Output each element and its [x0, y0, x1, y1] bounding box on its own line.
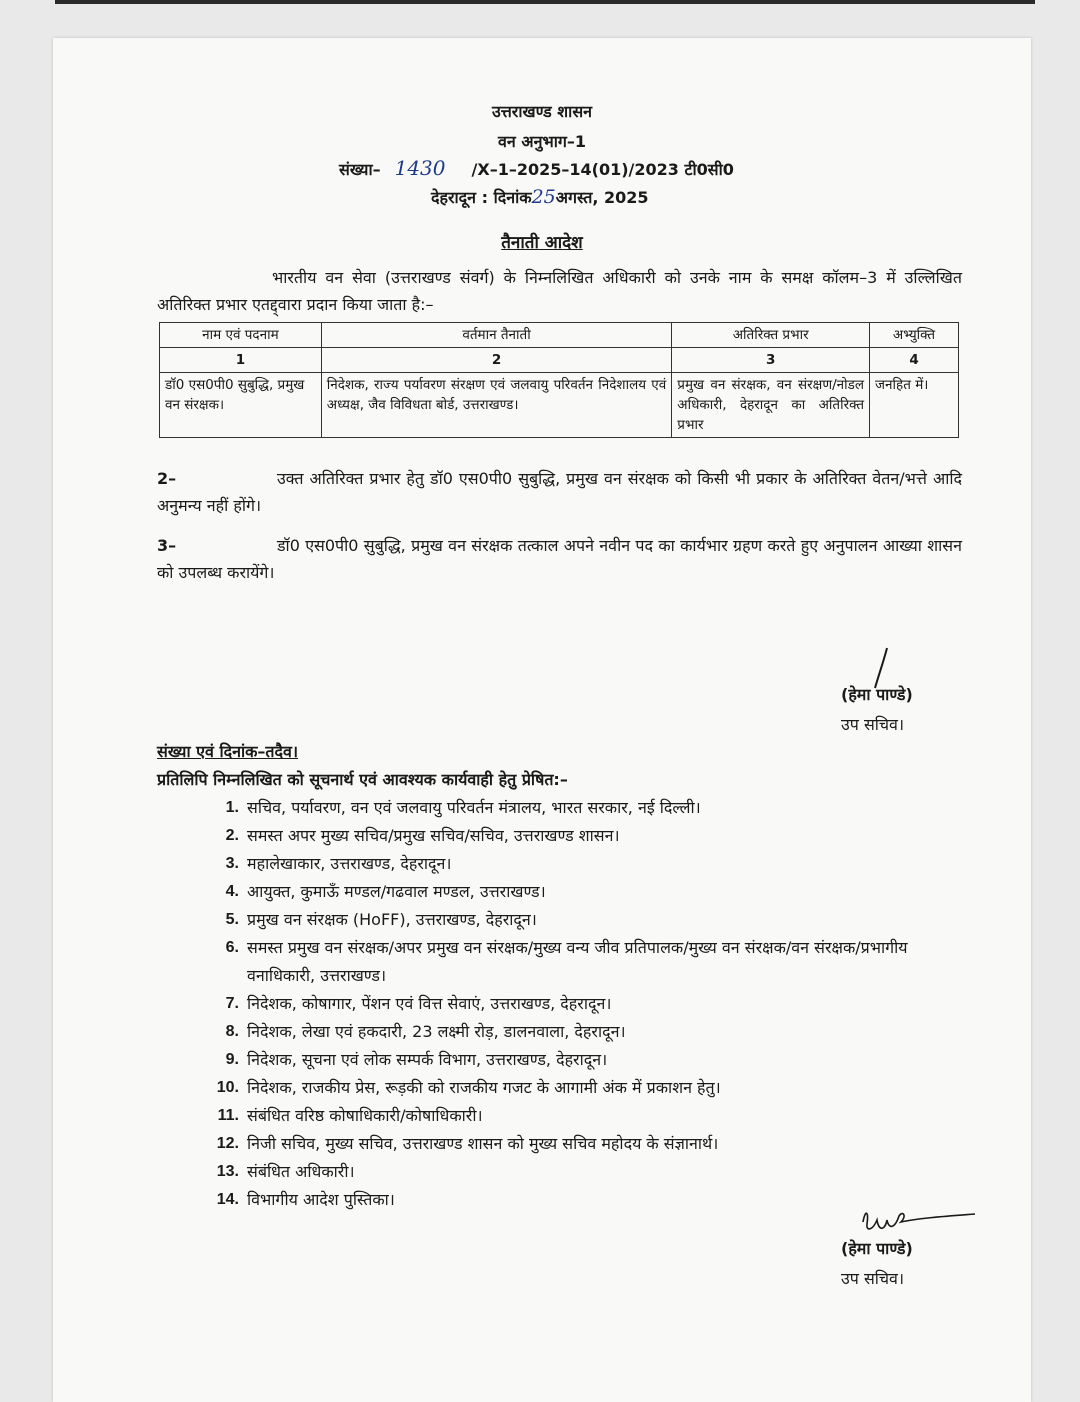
- list-item: 14. विभागीय आदेश पुस्तिका।: [216, 1190, 395, 1209]
- ref-code: /X–1–2025–14(01)/2023 टी0सी0: [471, 160, 734, 179]
- date-rest: अगस्त, 2025: [555, 188, 649, 207]
- copy-recipient-list: [203, 794, 963, 1214]
- order-title: तैनाती आदेश: [501, 233, 583, 253]
- signatory-block-1: [841, 680, 913, 740]
- list-item: 7. निदेशक, कोषागार, पेंशन एवं वित्त सेवाएं, उत्तराखण्ड, देहरादून।: [225, 994, 612, 1013]
- paragraph-text: डॉ0 एस0पी0 सुबुद्धि, प्रमुख वन संरक्षक तत्काल अपने नवीन पद का कार्यभार ग्रहण करते हुए अनुपालन आख्या शासन को उपलब्ध करायेंगे।: [157, 536, 962, 582]
- signatory-designation: उप सचिव।: [841, 715, 905, 734]
- top-edge-bar: [55, 0, 1035, 4]
- handwritten-date-day: 25: [531, 186, 556, 208]
- copy-intro: प्रतिलिपि निम्नलिखित को सूचनार्थ एवं आवश्यक कार्यवाही हेतु प्रेषित:–: [157, 770, 568, 789]
- list-item: 11. संबंधित वरिष्ठ कोषाधिकारी/कोषाधिकारी।: [217, 1106, 483, 1125]
- reference-line: [339, 156, 734, 180]
- table-number-row: [160, 348, 959, 373]
- copy-ref: संख्या एवं दिनांक–तदैव।: [157, 742, 299, 761]
- handwritten-ref-number: 1430: [394, 156, 446, 180]
- remarks-cell: जनहित में।: [870, 373, 959, 438]
- list-item: 3. महालेखाकार, उत्तराखण्ड, देहरादून।: [225, 854, 452, 873]
- paragraph-number: 2–: [157, 469, 177, 488]
- ref-label: संख्या–: [339, 160, 381, 179]
- list-item: 10. निदेशक, राजकीय प्रेस, रूड़की को राजकीय गजट के आगामी अंक में प्रकाशन हेतु।: [216, 1078, 721, 1097]
- list-item: 2. समस्त अपर मुख्य सचिव/प्रमुख सचिव/सचिव, उत्तराखण्ड शासन।: [225, 826, 620, 845]
- additional-charge-cell: प्रमुख वन संरक्षक, वन संरक्षण/नोडल अधिकारी, देहरादून का अतिरिक्त प्रभार: [672, 373, 870, 438]
- list-item: 6. समस्त प्रमुख वन संरक्षक/अपर प्रमुख वन संरक्षक/मुख्य वन्य जीव प्रतिपालक/मुख्य वन संरक्षक/वन संरक्षक/प्रभागीय वनाधिकारी, उत्तराखण्ड।: [225, 938, 908, 985]
- document-page: [53, 38, 1031, 1402]
- date-label: देहरादून : दिनांक: [431, 188, 532, 207]
- section-header: वन अनुभाग–1: [498, 132, 586, 151]
- current-posting-cell: निदेशक, राज्य पर्यावरण संरक्षण एवं जलवायु परिवर्तन निदेशालय एवं अध्यक्ष, जैव विविधता बोर्ड, उत्तराखण्ड।: [321, 373, 671, 438]
- intro-paragraph: भारतीय वन सेवा (उत्तराखण्ड संवर्ग) के निम्नलिखित अधिकारी को उनके नाम के समक्ष कॉलम–3 में उल्लिखित अतिरिक्त प्रभार एतद्द्वारा प्रदान किया जाता है:–: [157, 268, 962, 314]
- paragraph-3: [157, 532, 962, 586]
- list-item: 1. सचिव, पर्यावरण, वन एवं जलवायु परिवर्तन मंत्रालय, भारत सरकार, नई दिल्ली।: [225, 798, 701, 817]
- signatory-designation: उप सचिव।: [841, 1269, 905, 1288]
- signatory-name: (हेमा पाण्डे): [841, 685, 913, 704]
- list-item: 9. निदेशक, सूचना एवं लोक सम्पर्क विभाग, उत्तराखण्ड, देहरादून।: [225, 1050, 608, 1069]
- signatory-block-2: [841, 1234, 913, 1294]
- list-item: 12. निजी सचिव, मुख्य सचिव, उत्तराखण्ड शासन को मुख्य सचिव महोदय के संज्ञानार्थ।: [216, 1134, 719, 1153]
- column-number: 3: [672, 348, 870, 373]
- column-number: 4: [870, 348, 959, 373]
- list-item: 5. प्रमुख वन संरक्षक (HoFF), उत्तराखण्ड, देहरादून।: [225, 910, 537, 929]
- table-header-cell: वर्तमान तैनाती: [321, 323, 671, 348]
- table-header-cell: नाम एवं पदनाम: [160, 323, 322, 348]
- date-line: [431, 186, 649, 208]
- signatory-name: (हेमा पाण्डे): [841, 1239, 913, 1258]
- column-number: 2: [321, 348, 671, 373]
- table-header-cell: अभ्युक्ति: [870, 323, 959, 348]
- copy-heading: [157, 738, 568, 794]
- posting-table: [159, 322, 959, 438]
- list-item: 4. आयुक्त, कुमाऊँ मण्डल/गढवाल मण्डल, उत्तराखण्ड।: [225, 882, 546, 901]
- officer-name-cell: डॉ0 एस0पी0 सुबुद्धि, प्रमुख वन संरक्षक।: [160, 373, 322, 438]
- table-row: [160, 373, 959, 438]
- list-item: 8. निदेशक, लेखा एवं हकदारी, 23 लक्ष्मी रोड़, डालनवाला, देहरादून।: [225, 1022, 626, 1041]
- table-header-row: [160, 323, 959, 348]
- column-number: 1: [160, 348, 322, 373]
- paragraph-2: [157, 465, 962, 519]
- govt-header: उत्तराखण्ड शासन: [491, 102, 593, 121]
- table-header-cell: अतिरिक्त प्रभार: [672, 323, 870, 348]
- paragraph-number: 3–: [157, 536, 177, 555]
- paragraph-text: उक्त अतिरिक्त प्रभार हेतु डॉ0 एस0पी0 सुबुद्धि, प्रमुख वन संरक्षक को किसी भी प्रकार के अतिरिक्त वेतन/भत्ते आदि अनुमन्य नहीं होंगे।: [157, 469, 962, 515]
- list-item: 13. संबंधित अधिकारी।: [216, 1162, 355, 1181]
